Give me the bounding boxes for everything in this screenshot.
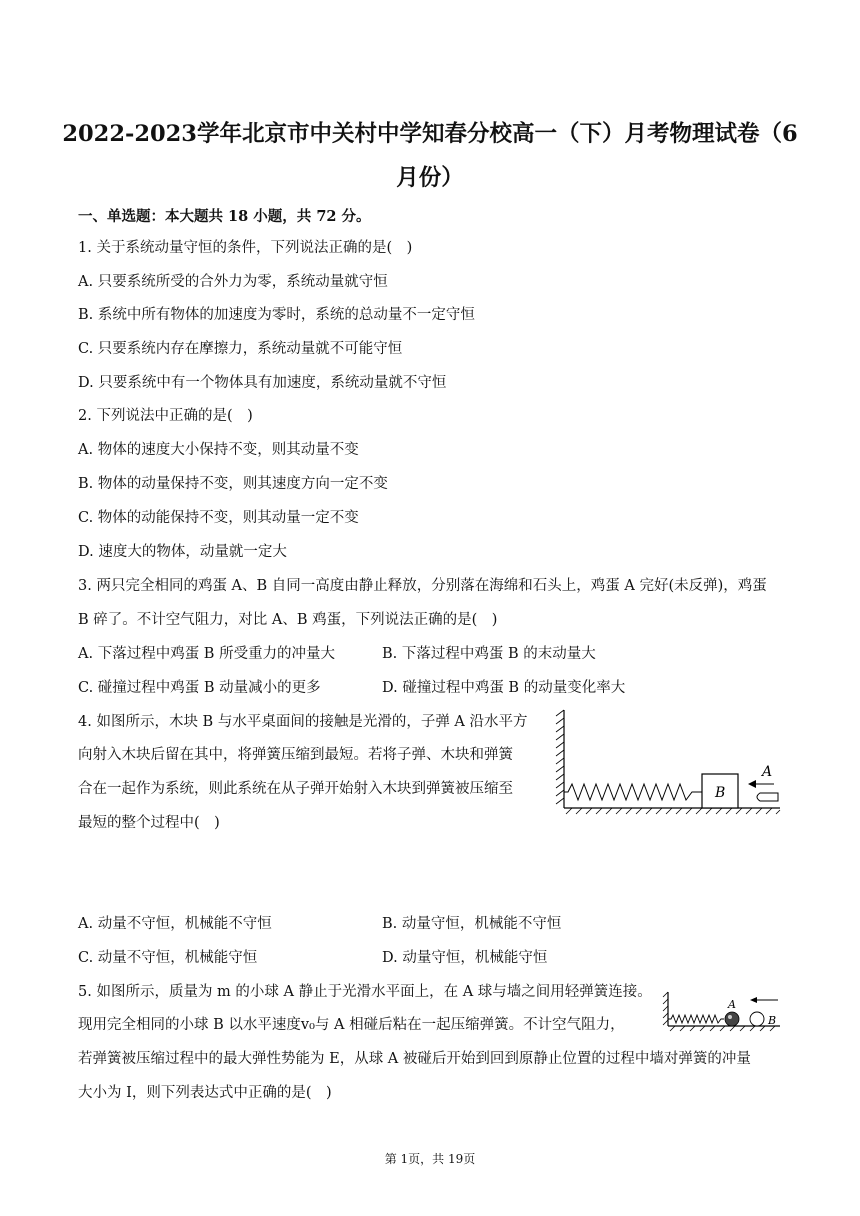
q1-option-d: D. 只要系统中有一个物体具有加速度，系统动量就不守恒 xyxy=(78,375,447,391)
section-heading: 一、单选题：本大题共 18 小题，共 72 分。 xyxy=(78,208,371,225)
wall-hatching xyxy=(556,710,564,804)
q4-option-c: C. 动量不守恒，机械能守恒 xyxy=(78,950,258,966)
velocity-arrowhead xyxy=(748,780,756,788)
ball-a-highlight xyxy=(728,1015,732,1019)
q4-option-a: A. 动量不守恒，机械能不守恒 xyxy=(78,916,272,932)
q5-stem-line2: 现用完全相同的小球 B 以水平速度v₀与 A 相碰后粘在一起压缩弹簧。不计空气阻力， xyxy=(78,1017,625,1033)
page-footer: 第 1页，共 19页 xyxy=(384,1152,476,1166)
q4-stem-line1: 4. 如图所示，木块 B 与水平桌面间的接触是光滑的，子弹 A 沿水平方 xyxy=(78,714,528,730)
q1-option-c: C. 只要系统内存在摩擦力，系统动量就不可能守恒 xyxy=(78,341,403,357)
q3-option-d: D. 碰撞过程中鸡蛋 B 的动量变化率大 xyxy=(382,680,626,696)
spring-balls-figure xyxy=(660,988,784,1034)
q2-option-c: C. 物体的动能保持不变，则其动量一定不变 xyxy=(78,510,359,526)
q2-option-b: B. 物体的动量保持不变，则其速度方向一定不变 xyxy=(78,476,388,492)
q1-stem: 1. 关于系统动量守恒的条件，下列说法正确的是( ) xyxy=(78,240,413,256)
q4-option-b: B. 动量守恒，机械能不守恒 xyxy=(382,916,562,932)
velocity-arrowhead xyxy=(750,997,757,1003)
q4-stem-line3: 合在一起作为系统，则此系统在从子弹开始射入木块到弹簧被压缩至 xyxy=(78,781,513,797)
q3-stem-line2: B 碎了。不计空气阻力，对比 A、B 鸡蛋，下列说法正确的是( ) xyxy=(78,612,498,628)
q5-stem-line3: 若弹簧被压缩过程中的最大弹性势能为 E，从球 A 被碰后开始到回到原静止位置的过程中墙对弹簧的冲量 xyxy=(78,1051,751,1067)
wall-hatching xyxy=(663,992,668,1025)
ball-a-label: A xyxy=(728,998,736,1011)
block-b-label: B xyxy=(715,785,726,801)
q2-stem: 2. 下列说法中正确的是( ) xyxy=(78,408,253,424)
spring-block-bullet-figure xyxy=(550,708,786,820)
q3-stem-line1: 3. 两只完全相同的鸡蛋 A、B 自同一高度由静止释放，分别落在海绵和石头上，鸡蛋 A 完好(未反弹)，鸡蛋 xyxy=(78,578,767,594)
q5-stem-line4: 大小为 I，则下列表达式中正确的是( ) xyxy=(78,1085,332,1101)
spring xyxy=(668,1015,724,1023)
spring xyxy=(564,784,702,800)
q1-option-b: B. 系统中所有物体的加速度为零时，系统的总动量不一定守恒 xyxy=(78,307,475,323)
q3-option-b: B. 下落过程中鸡蛋 B 的末动量大 xyxy=(382,646,596,662)
q2-option-a: A. 物体的速度大小保持不变，则其动量不变 xyxy=(78,442,359,458)
floor-hatching xyxy=(670,1026,775,1031)
page-title: 2022-2023学年北京市中关村中学知春分校高一（下）月考物理试卷（6月份） xyxy=(62,121,798,191)
q2-option-d: D. 速度大的物体，动量就一定大 xyxy=(78,544,287,560)
q4-option-d: D. 动量守恒，机械能守恒 xyxy=(382,950,548,966)
q5-stem-line1: 5. 如图所示，质量为 m 的小球 A 静止于光滑水平面上，在 A 球与墙之间用轻弹簧连接。 xyxy=(78,984,652,1000)
bullet-a-label: A xyxy=(762,764,773,780)
bullet-a xyxy=(757,793,778,801)
q3-option-a: A. 下落过程中鸡蛋 B 所受重力的冲量大 xyxy=(78,646,336,662)
q4-stem-line4: 最短的整个过程中( ) xyxy=(78,815,220,831)
q1-option-a: A. 只要系统所受的合外力为零，系统动量就守恒 xyxy=(78,274,388,290)
ball-a xyxy=(725,1012,739,1026)
q4-stem-line2: 向射入木块后留在其中，将弹簧压缩到最短。若将子弹、木块和弹簧 xyxy=(78,747,513,763)
ball-b-label: B xyxy=(768,1014,777,1027)
ball-b xyxy=(750,1012,764,1026)
q3-option-c: C. 碰撞过程中鸡蛋 B 动量减小的更多 xyxy=(78,680,321,696)
floor-hatching xyxy=(566,808,780,814)
